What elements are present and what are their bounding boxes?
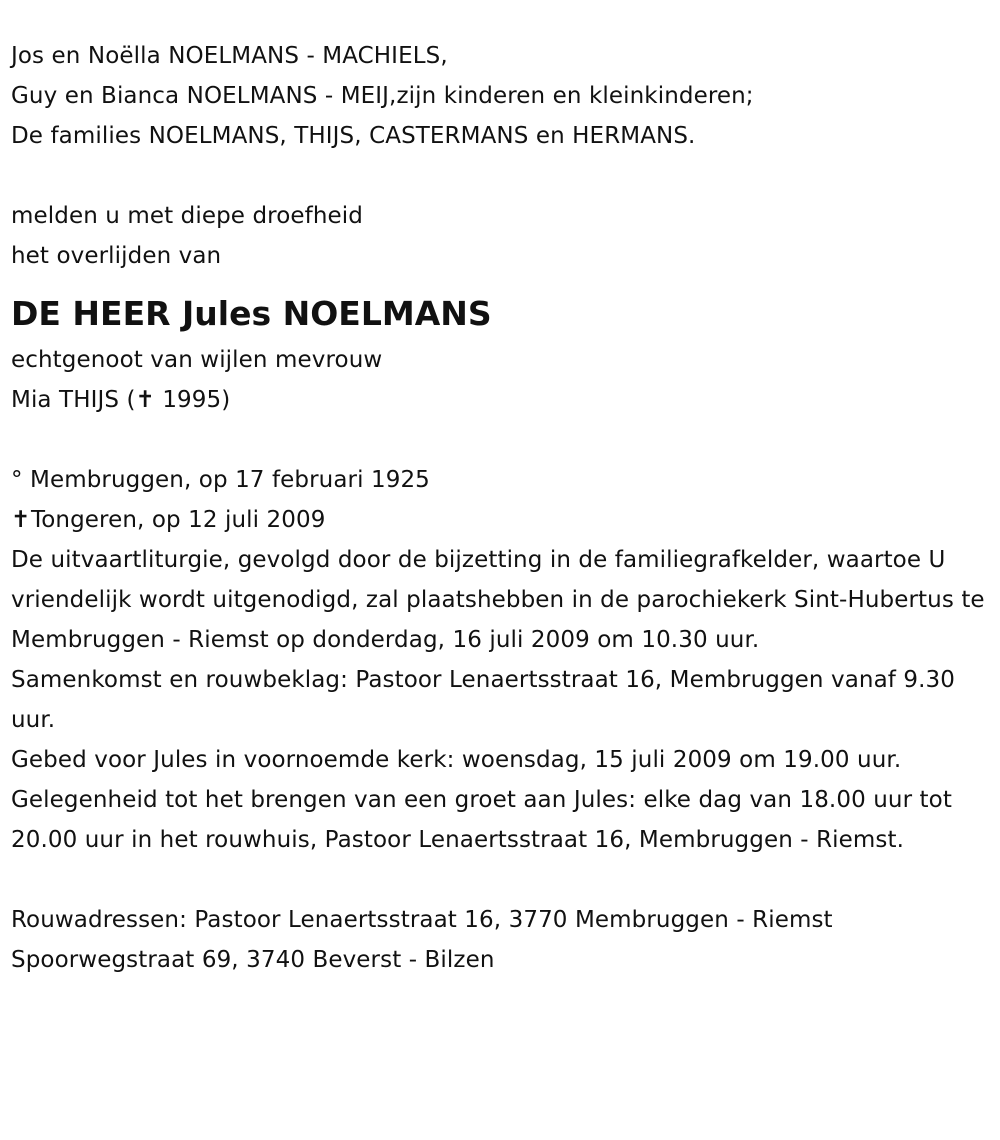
funeral-details: De uitvaartliturgie, gevolgd door de bijzetting in de familiegrafkelder, waartoe U vriendelijk wordt uitgenodigd, zal plaatshebben in de parochiekerk Sint-Hubertus te Membruggen - Riemst op donderdag, 16 juli 2009 om 10.30 uur.	[11, 547, 985, 653]
death-date-row	[11, 500, 986, 540]
spacer	[11, 420, 986, 460]
deceased-name: DE HEER Jules NOELMANS	[11, 294, 492, 333]
spacer	[11, 156, 986, 196]
announcement-line-1: melden u met diepe droefheid	[11, 203, 363, 229]
birth-date: ° Membruggen, op 17 februari 1925	[11, 467, 430, 493]
spacer	[11, 860, 986, 900]
family-line-2: Guy en Bianca NOELMANS - MEIJ,zijn kinderen en kleinkinderen;	[11, 83, 754, 109]
announcement-line-2: het overlijden van	[11, 243, 222, 269]
gathering-details: Samenkomst en rouwbeklag: Pastoor Lenaertsstraat 16, Membruggen vanaf 9.30 uur.	[11, 667, 955, 733]
address-line-2: Spoorwegstraat 69, 3740 Beverst - Bilzen	[11, 947, 495, 973]
spouse-line-1: echtgenoot van wijlen mevrouw	[11, 347, 383, 373]
family-line-3: De families NOELMANS, THIJS, CASTERMANS en HERMANS.	[11, 123, 696, 149]
cross-icon: ✝	[11, 507, 31, 533]
death-date: Tongeren, op 12 juli 2009	[31, 507, 326, 533]
prayer-details: Gebed voor Jules in voornoemde kerk: woensdag, 15 juli 2009 om 19.00 uur.	[11, 747, 902, 773]
obituary-document	[11, 36, 986, 980]
spouse-line-2: Mia THIJS (✝ 1995)	[11, 387, 231, 413]
family-line-1: Jos en Noëlla NOELMANS - MACHIELS,	[11, 43, 448, 69]
address-line-1: Rouwadressen: Pastoor Lenaertsstraat 16, 3770 Membruggen - Riemst	[11, 907, 833, 933]
visitation-details: Gelegenheid tot het brengen van een groet aan Jules: elke dag van 18.00 uur tot 20.00 uur in het rouwhuis, Pastoor Lenaertsstraat 16, Membruggen - Riemst.	[11, 787, 952, 853]
